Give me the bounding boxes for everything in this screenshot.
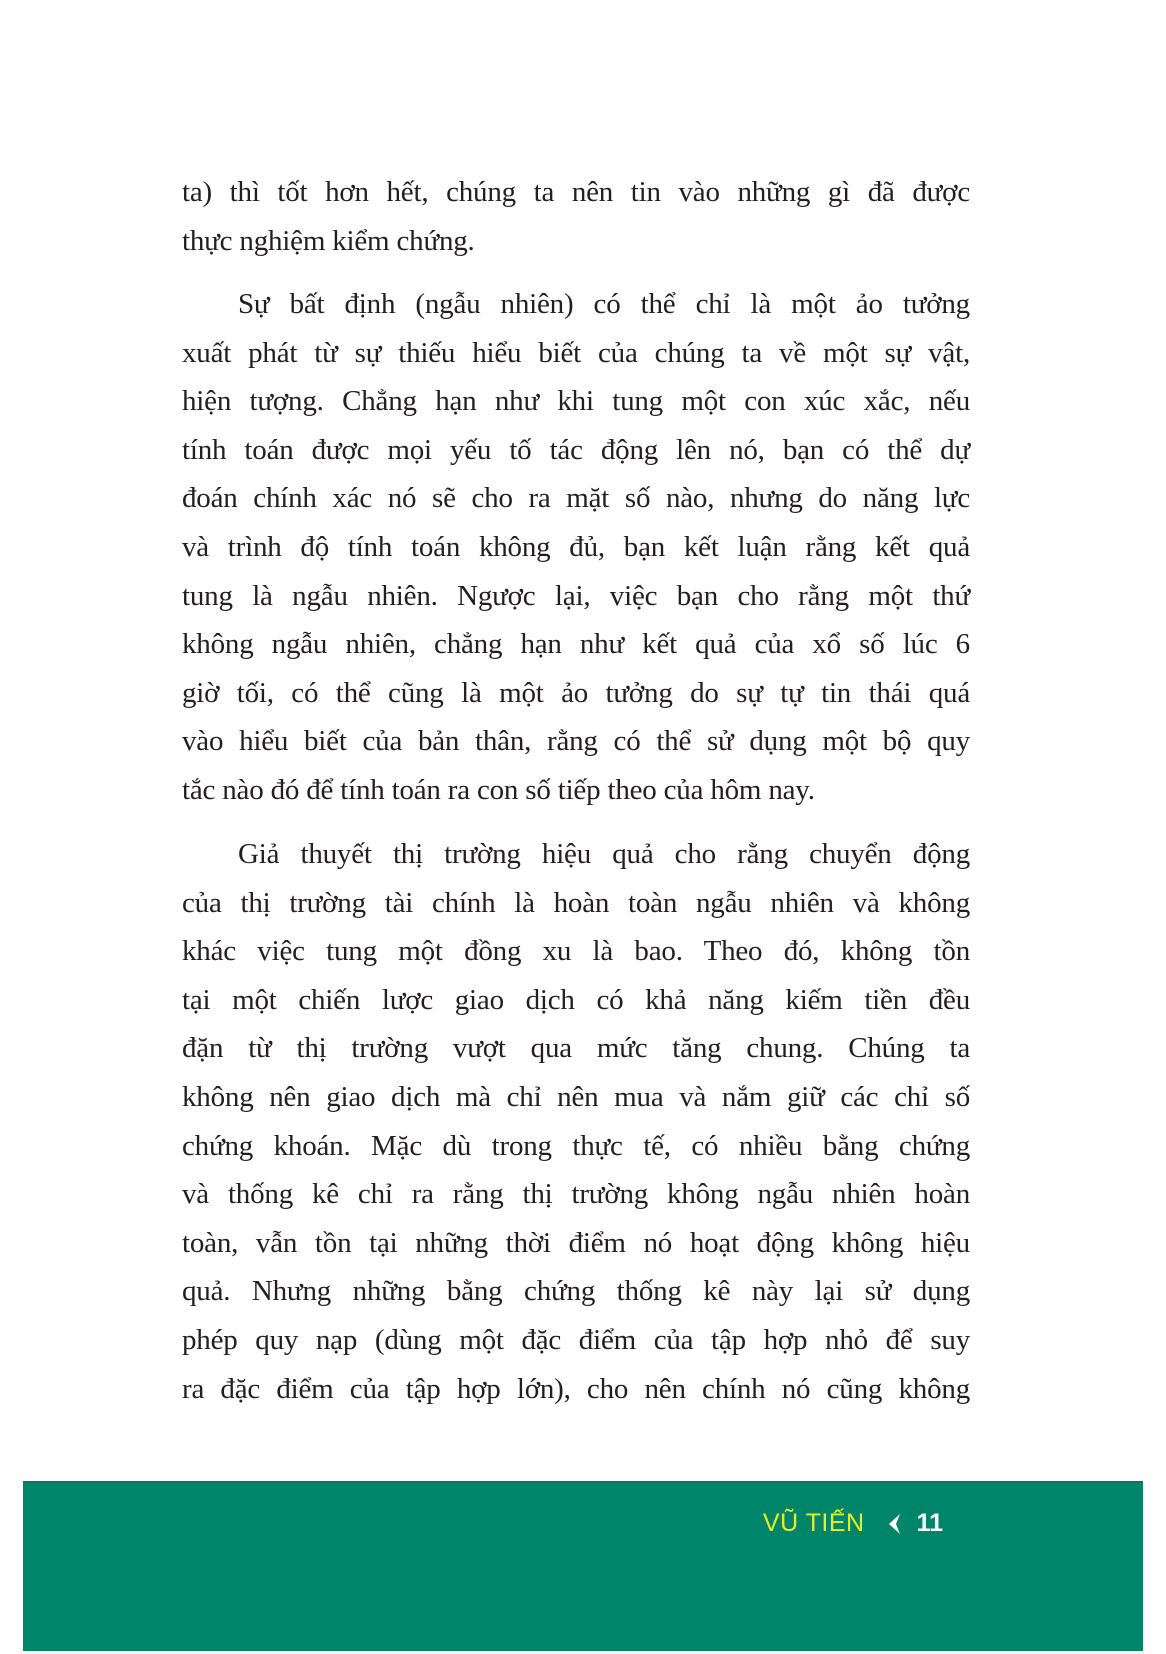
text-line: tính toán được mọi yếu tố tác động lên nó, bạn có thể dự [182,433,970,466]
text-line: và thống kê chỉ ra rằng thị trường không ngẫu nhiên hoàn [182,1178,970,1211]
text-line: ta) thì tốt hơn hết, chúng ta nên tin vào những gì đã được [182,176,970,208]
text-line: vào hiểu biết của bản thân, rằng có thể sử dụng một bộ quy [182,725,970,758]
chevron-left-icon [887,1513,901,1535]
running-footer [763,1509,943,1538]
paragraph-1 [182,168,970,265]
text-line: thực nghiệm kiểm chứng. [182,224,475,257]
text-line: và trình độ tính toán không đủ, bạn kết luận rằng kết quả [182,530,970,563]
footer-band [23,1481,1143,1651]
text-line: quả. Nhưng những bằng chứng thống kê này lại sử dụng [182,1275,970,1308]
text-line: phép quy nạp (dùng một đặc điểm của tập hợp nhỏ để suy [182,1323,970,1356]
paragraph-2 [182,280,970,815]
text-line: không nên giao dịch mà chỉ nên mua và nắm giữ các chỉ số [182,1080,970,1113]
page-number: 11 [916,1509,943,1537]
text-line: xuất phát từ sự thiếu hiểu biết của chúng ta về một sự vật, [182,336,970,369]
text-line: hiện tượng. Chẳng hạn như khi tung một con xúc xắc, nếu [182,385,970,418]
text-line: giờ tối, có thể cũng là một ảo tưởng do sự tự tin thái quá [182,676,970,709]
text-line: tắc nào đó để tính toán ra con số tiếp theo của hôm nay. [182,773,815,806]
text-line: toàn, vẫn tồn tại những thời điểm nó hoạt động không hiệu [182,1226,970,1259]
text-line: Giả thuyết thị trường hiệu quả cho rằng chuyển động [238,838,970,870]
author-name: VŨ TIẾN [762,1509,865,1537]
text-line: tung là ngẫu nhiên. Ngược lại, việc bạn cho rằng một thứ [182,579,970,612]
text-line: khác việc tung một đồng xu là bao. Theo đó, không tồn [182,935,970,968]
text-line: của thị trường tài chính là hoàn toàn ngẫu nhiên và không [182,886,970,919]
paragraph-3 [182,830,970,1413]
text-line: tại một chiến lược giao dịch có khả năng kiếm tiền đều [182,983,970,1016]
text-line: đoán chính xác nó sẽ cho ra mặt số nào, nhưng do năng lực [182,482,970,515]
text-line: không ngẫu nhiên, chẳng hạn như kết quả của xổ số lúc 6 [182,628,970,661]
text-line: chứng khoán. Mặc dù trong thực tế, có nhiều bằng chứng [182,1129,970,1162]
text-line: Sự bất định (ngẫu nhiên) có thể chỉ là một ảo tưởng [238,288,970,320]
text-line: ra đặc điểm của tập hợp lớn), cho nên chính nó cũng không [182,1372,970,1405]
text-line: đặn từ thị trường vượt qua mức tăng chung. Chúng ta [182,1032,970,1065]
